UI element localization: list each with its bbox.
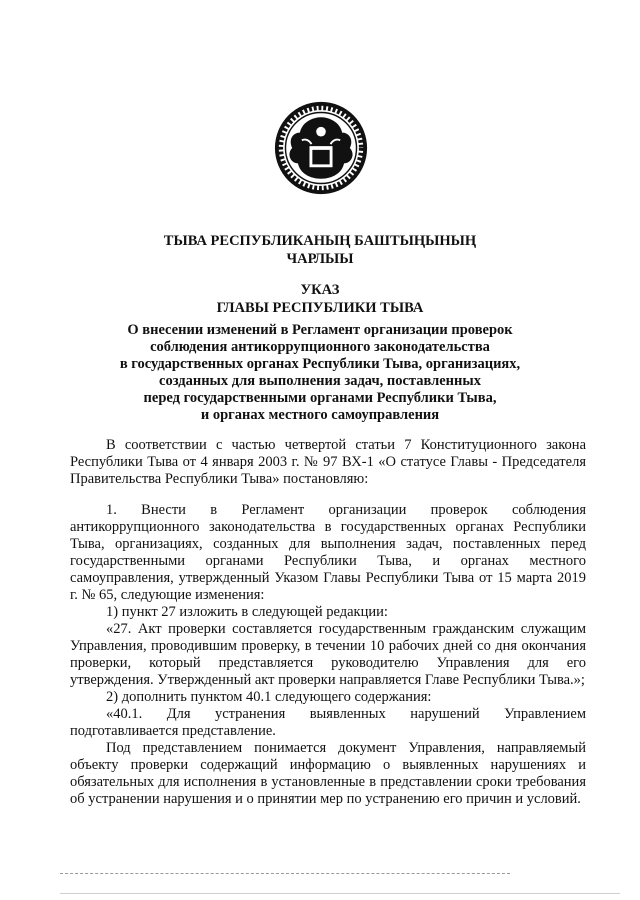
subject-line: соблюдения антикоррупционного законодательства bbox=[150, 339, 490, 355]
document-title bbox=[0, 281, 640, 317]
subject-line: в государственных органах Республики Тыва, организациях, bbox=[119, 356, 521, 372]
paragraph-item-2: 2) дополнить пунктом 40.1 следующего содержания: bbox=[106, 689, 432, 705]
subject-line: перед государственными органами Республики Тыва, bbox=[143, 390, 497, 406]
subject-line: О внесении изменений в Регламент организации проверок bbox=[127, 322, 513, 338]
paragraph-definition: Под представлением понимается документ Управления, направляемый объекту проверки содержащий информацию о выявленных нарушениях и обязательных для исполнения в установленные в представлении сроки требования об устранении нарушения и о принятии мер по устранению его причин и условий. bbox=[70, 740, 586, 807]
paragraph-27: «27. Акт проверки составляется государственным гражданским служащим Управления, проводившим проверку, в течении 10 рабочих дней со дня окончания проверки, который представляется руководителю Управления для его утверждения. Утвержденный акт проверки направляется Главе Республики Тыва.»; bbox=[70, 621, 586, 688]
tuvan-title-line-2: ЧАРЛЫЫ bbox=[286, 251, 354, 267]
tuvan-title bbox=[0, 232, 640, 268]
paragraph-item-1: 1) пункт 27 изложить в следующей редакции: bbox=[106, 604, 388, 620]
doc-type: УКАЗ bbox=[300, 282, 340, 298]
subject-line: созданных для выполнения задач, поставленных bbox=[159, 373, 481, 389]
tuva-coat-of-arms-icon bbox=[273, 100, 369, 196]
tuvan-title-line-1: ТЫВА РЕСПУБЛИКАНЫҢ БАШТЫҢЫНЫҢ bbox=[163, 233, 477, 249]
scan-artifact-line bbox=[60, 893, 620, 894]
paragraph-1: 1. Внести в Регламент организации проверок соблюдения антикоррупционного законодательства в государственных органах Республики Тыва, организациях, созданных для выполнения задач, поставленных перед государственными органами Республики Тыва, и органах местного самоуправления, утвержденный Указом Главы Республики Тыва от 15 марта 2019 г. № 65, следующие изменения: bbox=[70, 502, 586, 603]
paragraph-40-1: «40.1. Для устранения выявленных нарушений Управлением подготавливается представление. bbox=[70, 706, 586, 739]
preamble-text: В соответствии с частью четвертой статьи 7 Конституционного закона Республики Тыва от 4 января 2003 г. № 97 ВХ-1 «О статусе Главы - Председателя Правительства Республики Тыва» постановляю: bbox=[70, 437, 586, 487]
scan-artifact-line bbox=[60, 873, 510, 874]
preamble bbox=[70, 437, 586, 488]
subject-line: и органах местного самоуправления bbox=[200, 407, 440, 423]
decree-body bbox=[70, 502, 586, 808]
doc-issuer: ГЛАВЫ РЕСПУБЛИКИ ТЫВА bbox=[216, 300, 424, 316]
document-subject bbox=[80, 322, 560, 424]
